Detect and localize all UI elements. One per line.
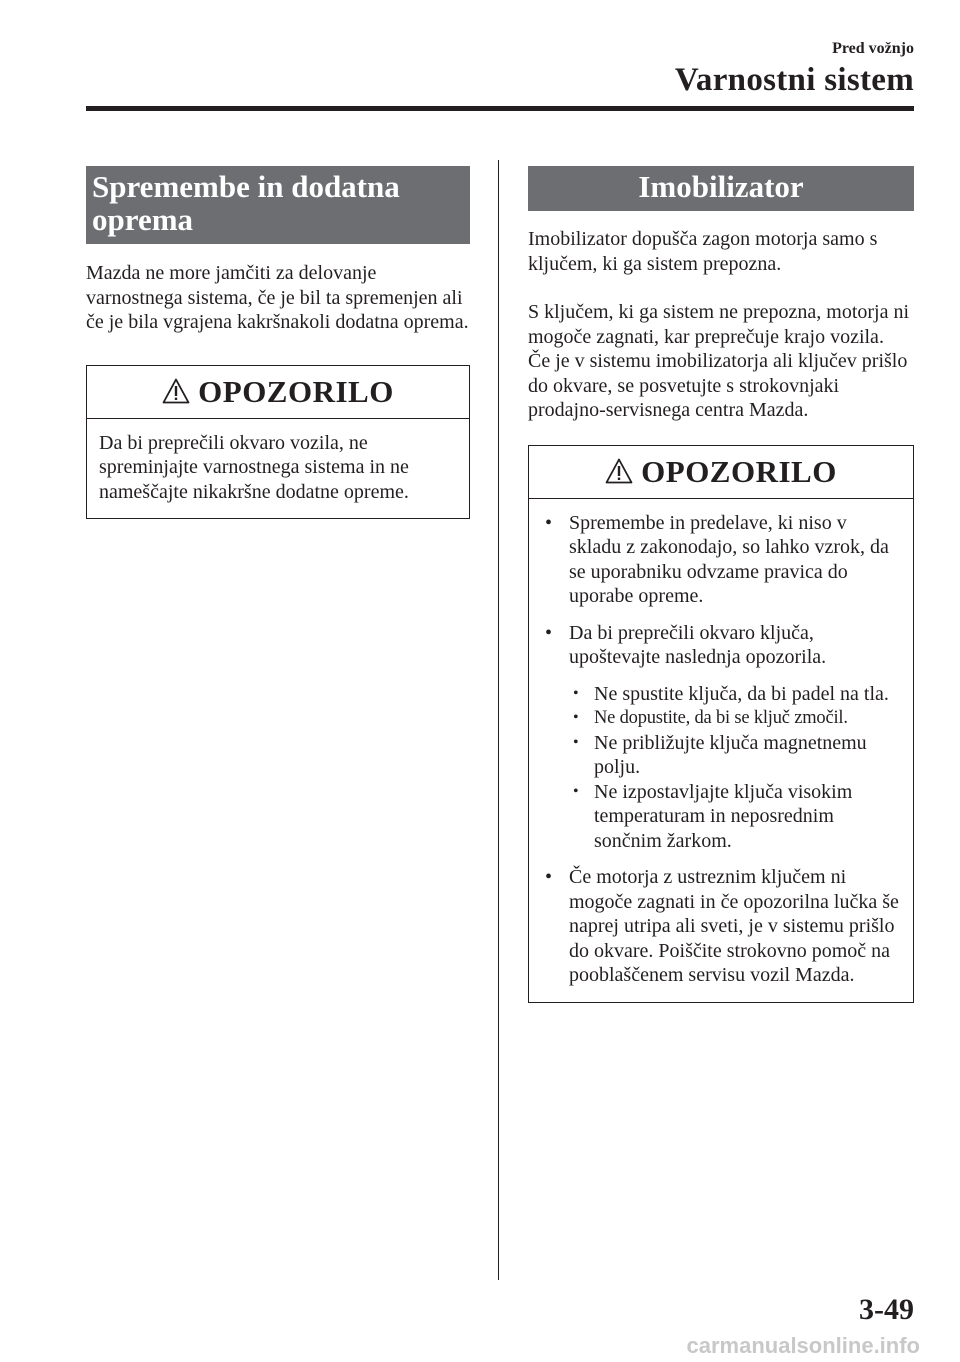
list-item [541, 511, 901, 609]
left-column [86, 166, 470, 519]
sub-bullet-list [569, 682, 901, 854]
page-number: 3-49 [859, 1293, 914, 1326]
sub-bullet-icon: • [573, 684, 579, 702]
column-divider [498, 160, 499, 1280]
section-heading-modifications [86, 166, 470, 244]
bullet-icon: • [545, 511, 553, 534]
warning-box-modifications [86, 365, 470, 520]
sub-bullet-text: Ne spustite ključa, da bi padel na tla. [594, 682, 889, 705]
warning-header [87, 366, 469, 419]
warning-header [529, 446, 913, 499]
list-item [541, 865, 901, 988]
warning-box-immobilizer [528, 445, 914, 1003]
immobilizer-paragraph-1: Imobilizator dopušča zagon motorja samo s ključem, ki ga sistem prepozna. [528, 228, 878, 275]
immobilizer-paragraph-2-part-1: S ključem, ki ga sistem ne prepozna, motorja ni mogoče zagnati, kar preprečuje krajo vozila. [528, 301, 910, 348]
header-rule [86, 106, 914, 111]
warning-body [529, 499, 913, 1002]
sub-list-item [569, 682, 901, 707]
warning-bullet-list [541, 511, 901, 988]
warning-title: OPOZORILO [641, 453, 837, 489]
bullet-icon: • [545, 866, 553, 888]
header-section-label: Pred vožnjo [832, 40, 914, 57]
sub-bullet-text: Ne izpostavljajte ključa visokim temperaturam in neposrednim sončnim žarkom. [594, 780, 853, 852]
watermark-link[interactable]: carmanualsonline.info [686, 1333, 920, 1358]
warning-triangle-icon [605, 458, 633, 484]
sub-list-item [569, 706, 901, 731]
bullet-icon: • [545, 621, 553, 644]
sub-bullet-icon: • [573, 709, 579, 726]
right-column [528, 166, 914, 1003]
sub-bullet-text: Ne približujte ključa magnetnemu polju. [594, 731, 867, 778]
warning-title: OPOZORILO [198, 373, 394, 409]
sub-bullet-text: Ne dopustite, da bi se ključ zmočil. [594, 708, 848, 728]
immobilizer-paragraph-2-part-2: Če je v sistemu imobilizatorja ali ključev prišlo do okvare, se posvetujte s strokovnjaki prodajno-servisnega centra Mazda. [528, 350, 908, 421]
immobilizer-paragraph-2 [528, 300, 914, 423]
sub-list-item [569, 731, 901, 780]
heading-line-1: Spremembe in dodatna [92, 169, 400, 204]
bullet-text: Spremembe in predelave, ki niso v skladu z zakonodajo, so lahko vzrok, da se uporabniku odvzame pravica do uporabe opreme. [569, 511, 889, 607]
sub-bullet-icon: • [573, 782, 579, 800]
heading-line-2: oprema [92, 202, 194, 237]
bullet-text: Če motorja z ustreznim ključem ni mogoče zagnati in če opozorilna lučka še naprej utripa ali sveti, je v sistemu prišlo do okvare. Poiščite strokovno pomoč na pooblaščenem servisu vozil Mazda. [569, 866, 899, 986]
warning-text: Da bi preprečili okvaro vozila, ne spreminjajte varnostnega sistema in ne nameščajte nikakršne dodatne opreme. [99, 431, 409, 503]
modifications-paragraph: Mazda ne more jamčiti za delovanje varnostnega sistema, če je bil ta spremenjen ali če je bila vgrajena kakršnakoli dodatna oprema. [86, 262, 469, 333]
section-heading-immobilizer: Imobilizator [528, 166, 914, 211]
sub-list-item [569, 780, 901, 854]
header-title: Varnostni sistem [674, 62, 914, 98]
list-item [541, 621, 901, 854]
warning-triangle-icon [162, 378, 190, 404]
bullet-text: Da bi preprečili okvaro ključa, upoštevajte naslednja opozorila. [569, 621, 827, 668]
sub-bullet-icon: • [573, 733, 579, 751]
